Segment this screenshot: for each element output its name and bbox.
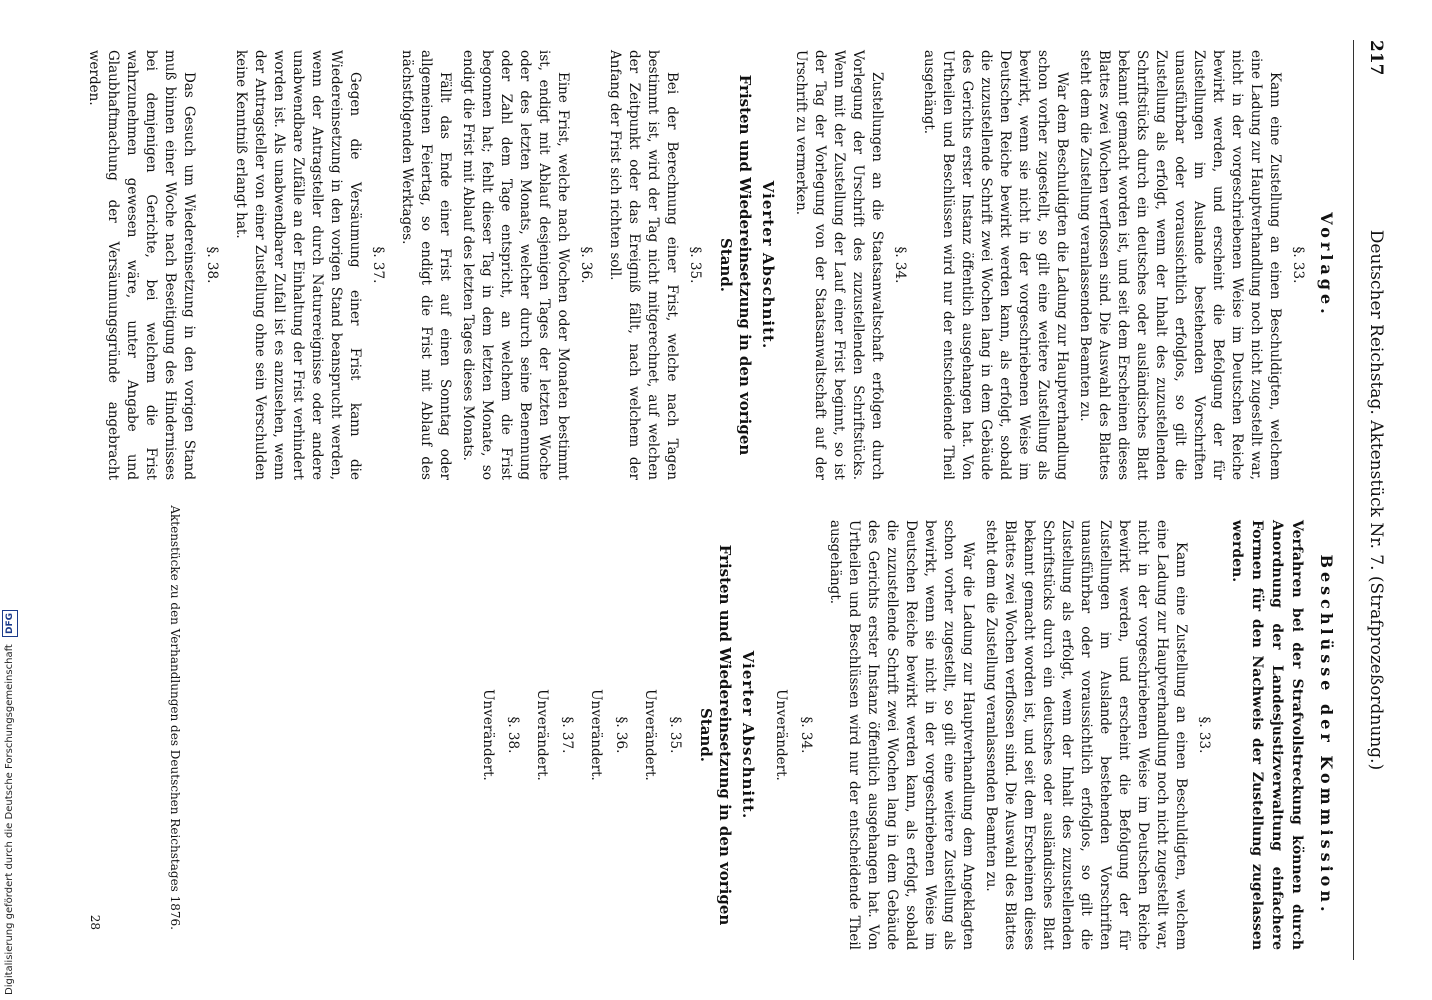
paragraph-text: Kann eine Zustellung an einen Beschuldigten, welchem eine Ladung zur Hauptverhandlung noch nicht zugestellt war, nicht in der vorgeschriebenen Weise im Deutschen Reiche bewirkt werden, und erscheint die Befolgung der für Zustellungen im Auslande bestehenden Vorschriften unausführbar oder voraussichtlich erfolglos, so gilt die Zustellung als erfolgt, wenn der Inhalt des zuzustellenden Schriftstücks durch ein deutsches oder ausländisches Blatt bekannt gemacht worden ist, und seit dem Erscheinen dieses Blattes zwei Wochen verflossen sind. Die Auswahl des Blattes steht dem die Zustellung veranlassenden Beamten zu. xyxy=(1077,50,1283,480)
page-header xyxy=(1353,40,1390,960)
intro-text: Verfahren bei der Strafvollstreckung können durch Anordnung der Landesjustizverwaltung einfachere Formen für den Nachweis der Zustellung zugelassen werden. xyxy=(1229,520,1305,950)
section-title: Vierter Abschnitt. xyxy=(739,650,757,820)
paragraph-text: Fällt das Ende einer Frist auf einen Sonntag oder allgemeinen Feiertag, so endigt die Frist mit Ablauf des nächstfolgenden Werktages. xyxy=(399,50,453,480)
paragraph-number: §. 37. xyxy=(370,246,386,284)
section-subtitle: Fristen und Wiedereinsetzung in den vorigen Stand. xyxy=(717,74,754,456)
paragraph-number: §. 36. xyxy=(578,246,594,284)
paragraph-number: §. 34. xyxy=(798,716,814,754)
left-column-vorlage xyxy=(80,50,1336,480)
right-column-heading: Beschlüsse der Kommission. xyxy=(1317,554,1336,916)
paragraph-number: §. 38. xyxy=(505,716,521,754)
paragraph-text: War die Ladung zur Hauptverhandlung dem Angeklagten schon vorher zugestellt, so gilt eine weitere Zustellung als bewirkt, wenn sie nicht in der vorgeschriebenen Weise im Deutschen Reiche bewirkt werden kann, als erfolgt, sobald die zuzustellende Schrift zwei Wochen lang in dem Gebäude des Gerichts erster Instanz öffentlich ausgehangen hat. Von Urtheilen und Beschlüssen wird nur der entscheidende Theil ausgehängt. xyxy=(827,520,976,950)
digitization-credit xyxy=(2,600,16,995)
unchanged-note: Unverändert. xyxy=(480,689,496,781)
credit-text: Digitalisierung gefördert durch die Deutsche Forschungsgemeinschaft xyxy=(4,644,15,995)
paragraph-number: §. 33. xyxy=(1196,716,1212,754)
paragraph-number: §. 35. xyxy=(667,716,683,754)
running-title: Deutscher Reichstag. Aktenstück Nr. 7. (Strafprozeßordnung.) xyxy=(1366,229,1386,771)
unchanged-note: Unverändert. xyxy=(534,689,550,781)
left-column-heading: Vorlage. xyxy=(1317,212,1336,318)
paragraph-number: §. 36. xyxy=(613,716,629,754)
section-subtitle: Fristen und Wiedereinsetzung in den vorigen Stand. xyxy=(697,544,734,926)
unchanged-note: Unverändert. xyxy=(773,689,789,781)
unchanged-note: Unverändert. xyxy=(588,689,604,781)
unchanged-note: Unverändert. xyxy=(642,689,658,781)
paragraph-number: §. 38. xyxy=(204,246,220,284)
paragraph-text: Das Gesuch um Wiedereinsetzung in den vorigen Stand muß binnen einer Woche nach Beseitigung des Hindernisses bei demjenigen Gerichte, bei welchem die Frist wahrzunehmen gewesen wäre, unter Angabe und Glaubhaftmachung der Versäumungsgründe angebracht werden. xyxy=(86,50,197,480)
paragraph-number: §. 35. xyxy=(687,246,703,284)
bottom-page-number: 28 xyxy=(88,914,102,930)
paragraph-text: Gegen die Versäumung einer Frist kann die Wiedereinsetzung in den vorigen Stand beansprucht werden, wenn der Antragsteller durch Naturereignisse oder andere unabwendbare Zufälle an der Einhaltung der Frist verhindert worden ist. Als unabwendbarer Zufall ist es anzusehen, wenn der Antragsteller von einer Zustellung ohne sein Verschulden keine Kenntniß erlangt hat. xyxy=(233,50,363,480)
section-title: Vierter Abschnitt. xyxy=(759,180,777,350)
footnote: Aktenstücke zu den Verhandlungen des Deutschen Reichstages 1876. xyxy=(168,505,182,930)
paragraph-text: Zustellungen an die Staatsanwaltschaft erfolgen durch Vorlegung der Urschrift des zuzustellenden Schriftstücks. Wenn mit der Zustellung der Lauf einer Frist beginnt, so ist der Tag der Vorlegung von der Staatsanwaltschaft auf der Urschrift zu vermerken. xyxy=(793,50,885,480)
page-number: 217 xyxy=(1366,40,1386,76)
paragraph-text: Eine Frist, welche nach Wochen oder Monaten bestimmt ist, endigt mit Ablauf desjenigen Tages der letzten Woche oder des letzten Monats, welcher durch seine Benennung oder Zahl dem Tage entspricht, an welchem die Frist begonnen hat; fehlt dieser Tag in dem letzten Monate, so endigt die Frist mit Ablauf des letzten Tages dieses Monats. xyxy=(460,50,571,480)
paragraph-text: Kann eine Zustellung an einen Beschuldigten, welchem eine Ladung zur Hauptverhandlung noch nicht zugestellt war, nicht in der vorgeschriebenen Weise im Deutschen Reiche bewirkt werden, und erscheint die Befolgung der für Zustellungen im Auslande bestehenden Vorschriften unausführbar oder voraussichtlich erfolglos, so gilt die Zustellung als erfolgt, wenn der Inhalt des zuzustellenden Schriftstücks durch ein deutsches oder ausländisches Blatt bekannt gemacht worden ist, und seit dem Erscheinen dieses Blattes zwei Wochen verflossen sind. Die Auswahl des Blattes steht dem die Zustellung veranlassenden Beamten zu. xyxy=(983,520,1189,950)
paragraph-number: §. 33. xyxy=(1290,246,1306,284)
paragraph-number: §. 37. xyxy=(559,716,575,754)
paragraph-text: War dem Beschuldigten die Ladung zur Hauptverhandlung schon vorher zugestellt, so gilt eine weitere Zustellung als bewirkt, wenn sie nicht in der vorgeschriebenen Weise im Deutschen Reiche bewirkt werden kann, als erfolgt, sobald die zuzustellende Schrift zwei Wochen lang in dem Gebäude des Gerichts erster Instanz öffentlich ausgehangen hat. Von Urtheilen und Beschlüssen wird nur der entscheidende Theil ausgehängt. xyxy=(921,50,1070,480)
right-column-beschluesse xyxy=(476,520,1336,950)
dfg-logo-icon: DFG xyxy=(2,610,18,637)
paragraph-number: §. 34. xyxy=(892,246,908,284)
paragraph-text: Bei der Berechnung einer Frist, welche nach Tagen bestimmt ist, wird der Tag nicht mitgerechnet, auf welchen der Zeitpunkt oder das Ereigniß fällt, nach welchem der Anfang der Frist sich richten soll. xyxy=(607,50,680,480)
